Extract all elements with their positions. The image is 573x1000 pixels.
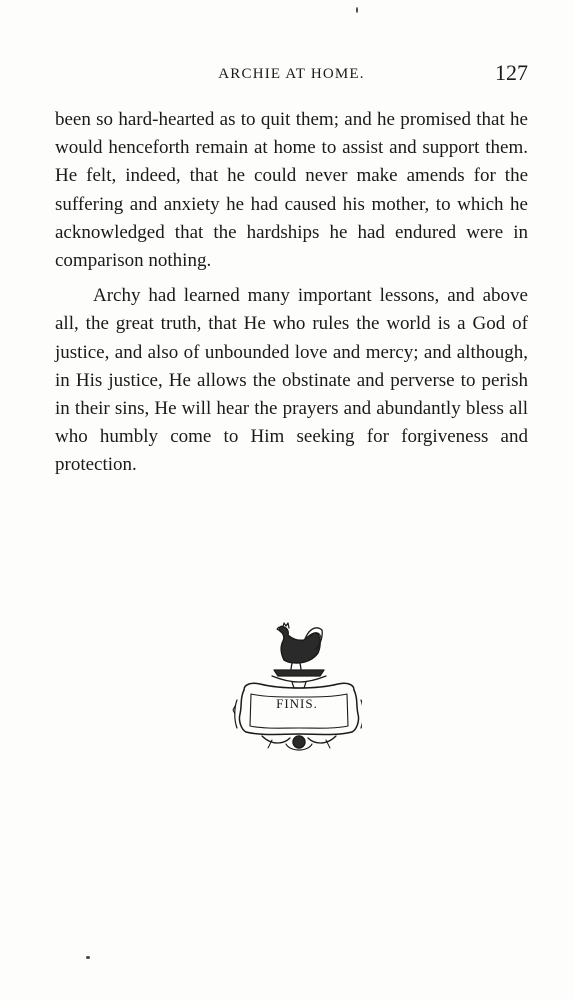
page-number: 127 [495, 60, 528, 85]
running-head: ARCHIE AT HOME. [218, 66, 365, 82]
rooster-cartouche-icon [232, 618, 362, 758]
paragraph-continued: been so hard-hearted as to quit them; and he promised that he would henceforth remain at home to assist and support them. He felt, indeed, that he could never make amends for the suffering and anxiety he had caused his mother, to which he acknowledged that the hardships he had endured were in comparison nothing. [55, 109, 528, 272]
page-header [55, 60, 528, 94]
paragraph: Archy had learned many important lessons, and above all, the great truth, that He who rules the world is a God of justice, and also of unbounded love and mercy; and although, in His justice, He allows the obstinate and perverse to perish in their sins, He will hear the prayers and abundantly bless all who humbly come to Him seeking for forgiveness and protection. [55, 285, 528, 476]
finis-tailpiece [232, 618, 362, 758]
finis-label: FINIS. [276, 696, 318, 711]
body-text [55, 106, 528, 487]
print-speck [86, 956, 90, 959]
print-speck [356, 7, 358, 13]
